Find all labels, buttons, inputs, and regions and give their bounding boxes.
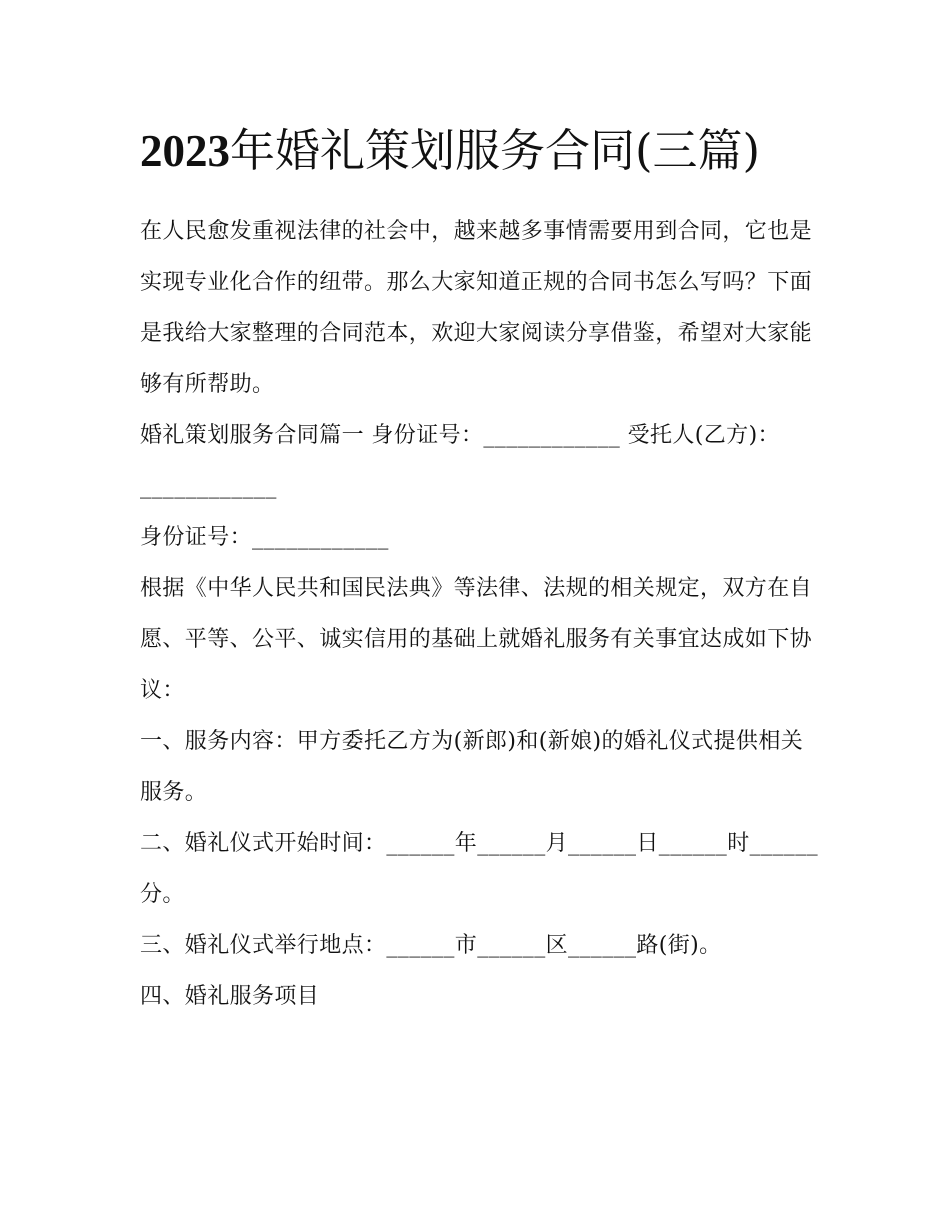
legal-basis-paragraph: 根据《中华人民共和国民法典》等法律、法规的相关规定，双方在自愿、平等、公平、诚实信用的基础上就婚礼服务有关事宜达成如下协议： <box>140 576 813 703</box>
document-title <box>140 112 820 190</box>
title-year: 2023 <box>140 126 230 176</box>
clause-ceremony-location: 三、婚礼仪式举行地点：______市______区______路(街)。 <box>140 933 722 958</box>
id-number-paragraph: 身份证号：____________ <box>140 525 389 550</box>
clause-service-content: 一、服务内容：甲方委托乙方为(新郎)和(新娘)的婚礼仪式提供相关服务。 <box>140 729 804 805</box>
document-page <box>140 112 820 1022</box>
clause-ceremony-time: 二、婚礼仪式开始时间：______年______月______日______时______分。 <box>140 831 819 907</box>
contract-heading-paragraph: 婚礼策划服务合同篇一 身份证号：____________ 受托人(乙方)：____________ <box>140 423 780 499</box>
intro-paragraph: 在人民愈发重视法律的社会中，越来越多事情需要用到合同，它也是实现专业化合作的纽带。那么大家知道正规的合同书怎么写吗？下面是我给大家整理的合同范本，欢迎大家阅读分享借鉴，希望对大家能够有所帮助。 <box>140 219 813 397</box>
title-text: 年婚礼策划服务合同(三篇) <box>230 124 761 177</box>
clause-service-items: 四、婚礼服务项目 <box>140 984 320 1009</box>
